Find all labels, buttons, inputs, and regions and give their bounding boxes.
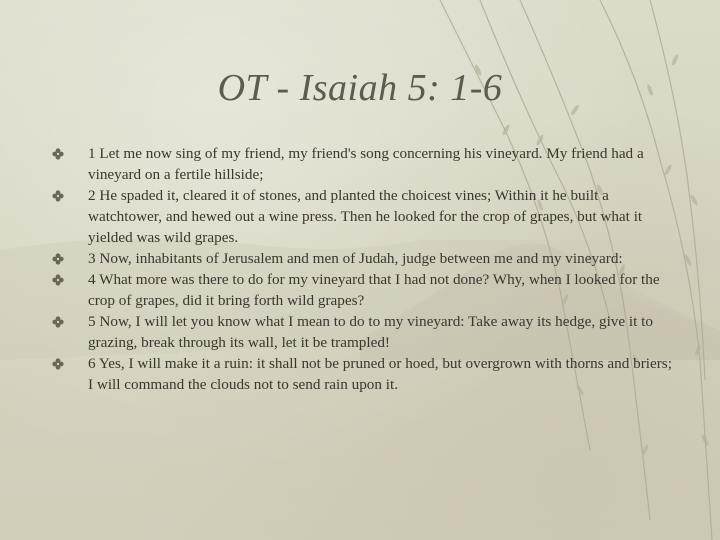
four-petal-flower-icon	[52, 316, 64, 328]
bullet-text: 4 What more was there to do for my vineyard that I had not done? Why, when I looked for the crop of grapes, did it bring forth wild grapes?	[88, 271, 660, 309]
four-petal-flower-icon	[52, 148, 64, 160]
four-petal-flower-icon	[52, 274, 64, 286]
bullet-text: 6 Yes, I will make it a ruin: it shall not be pruned or hoed, but overgrown with thorns and briers; I will command the clouds not to send rain upon it.	[88, 355, 672, 393]
bullet-list	[52, 143, 672, 395]
bullet-item	[52, 269, 672, 311]
bullet-item	[52, 185, 672, 248]
four-petal-flower-icon	[52, 358, 64, 370]
bullet-item	[52, 143, 672, 185]
four-petal-flower-icon	[52, 253, 64, 265]
bullet-text: 2 He spaded it, cleared it of stones, and planted the choicest vines; Within it he built a watchtower, and hewed out a wine press. Then he looked for the crop of grapes, but what it yielded was wild grapes.	[88, 187, 643, 246]
bullet-text: 1 Let me now sing of my friend, my friend's song concerning his vineyard. My friend had a vineyard on a fertile hillside;	[88, 145, 644, 183]
bullet-text: 3 Now, inhabitants of Jerusalem and men of Judah, judge between me and my vineyard:	[88, 250, 623, 267]
bullet-text: 5 Now, I will let you know what I mean to do to my vineyard: Take away its hedge, give it to grazing, break through its wall, let it be trampled!	[88, 313, 653, 351]
bullet-item	[52, 248, 672, 269]
bullet-item	[52, 353, 672, 395]
four-petal-flower-icon	[52, 190, 64, 202]
bullet-item	[52, 311, 672, 353]
slide-title: OT - Isaiah 5: 1-6	[217, 67, 503, 109]
